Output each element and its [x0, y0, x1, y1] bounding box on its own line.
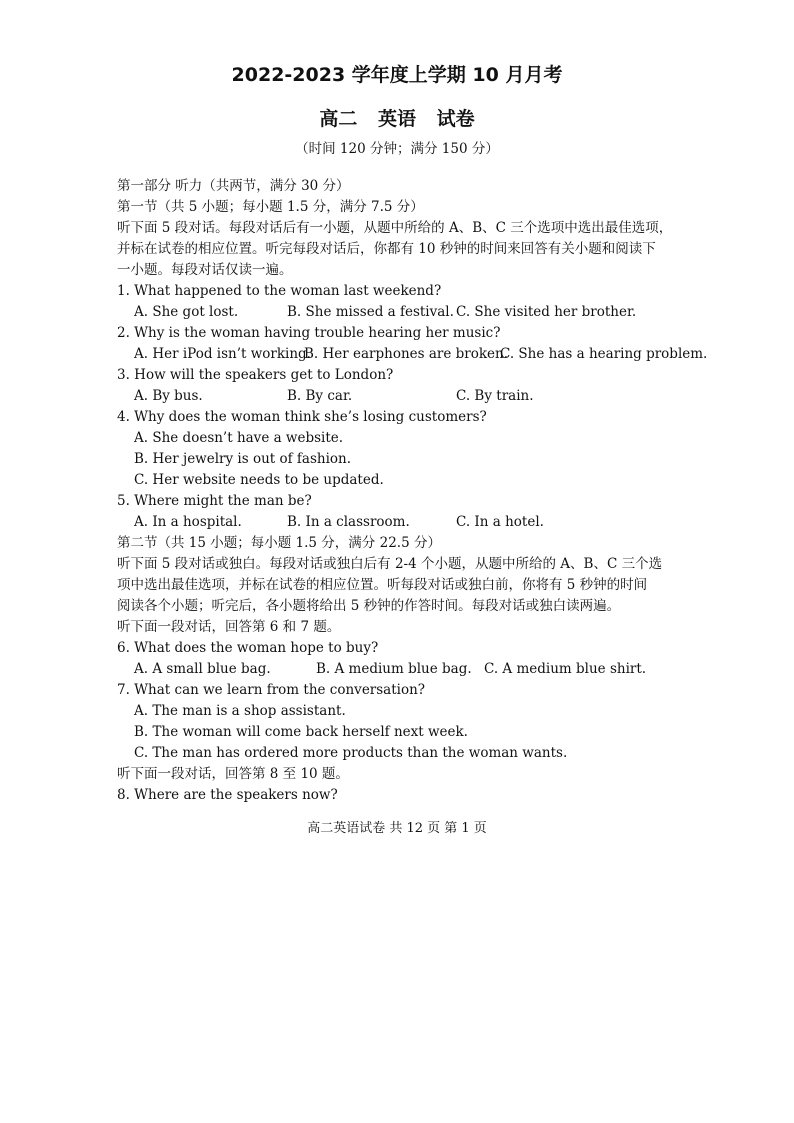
option-a[interactable]: A. In a hospital. [134, 514, 242, 530]
option-c[interactable]: C. In a hotel. [456, 514, 544, 530]
option-c[interactable]: C. Her website needs to be updated. [134, 472, 384, 488]
section2-heading: 第二节（共 15 小题；每小题 1.5 分，满分 22.5 分） [117, 535, 441, 551]
section2-instructions-line: 听下面 5 段对话或独白。每段对话或独白后有 2-4 个小题，从题中所给的 A、B、C 三个选 [117, 556, 663, 572]
section2-instructions-line: 项中选出最佳选项，并标在试卷的相应位置。听每段对话或独白前，你将有 5 秒钟的时间 [117, 577, 648, 593]
question-stem: 1. What happened to the woman last weekend? [117, 283, 442, 299]
option-b[interactable]: B. The woman will come back herself next week. [134, 724, 468, 740]
option-row [117, 302, 682, 323]
option-c[interactable]: C. By train. [456, 388, 534, 404]
page-footer: 高二英语试卷 共 12 页 第 1 页 [307, 821, 487, 836]
option-row [117, 386, 682, 407]
exam-time-info: （时间 120 分钟；满分 150 分） [295, 141, 499, 157]
option-b[interactable]: B. A medium blue bag. [316, 661, 472, 677]
question-stem: 2. Why is the woman having trouble hearing her music? [117, 325, 501, 341]
option-a[interactable]: A. She got lost. [134, 304, 239, 320]
exam-title: 2022-2023 学年度上学期 10 月月考 [231, 64, 563, 86]
dialogue-note: 听下面一段对话，回答第 8 至 10 题。 [117, 766, 349, 782]
exam-body [117, 176, 708, 806]
option-b[interactable]: B. By car. [287, 388, 353, 404]
option-a[interactable]: A. By bus. [134, 388, 203, 404]
question-stem: 7. What can we learn from the conversation? [117, 682, 426, 698]
section1-heading: 第一节（共 5 小题；每小题 1.5 分，满分 7.5 分） [117, 199, 424, 215]
question-stem: 8. Where are the speakers now? [117, 787, 338, 803]
option-row [117, 659, 682, 680]
option-b[interactable]: B. In a classroom. [287, 514, 410, 530]
question-stem: 5. Where might the man be? [117, 493, 312, 509]
option-c[interactable]: C. She has a hearing problem. [500, 346, 708, 362]
dialogue-note: 听下面一段对话，回答第 6 和 7 题。 [117, 619, 341, 635]
option-c[interactable]: C. A medium blue shirt. [484, 661, 647, 677]
question-stem: 6. What does the woman hope to buy? [117, 640, 379, 656]
option-b[interactable]: B. Her earphones are broken. [304, 346, 509, 362]
question-stem: 3. How will the speakers get to London? [117, 367, 394, 383]
option-a[interactable]: A. Her iPod isn’t working. [134, 346, 311, 362]
exam-subtitle: 高二 英语 试卷 [319, 108, 475, 130]
option-a[interactable]: A. The man is a shop assistant. [134, 703, 346, 719]
section2-instructions-line: 阅读各个小题；听完后，各小题将给出 5 秒钟的作答时间。每段对话或独白读两遍。 [117, 598, 621, 614]
part1-heading: 第一部分 听力（共两节，满分 30 分） [117, 178, 350, 194]
section1-instructions-line: 听下面 5 段对话。每段对话后有一小题，从题中所给的 A、B、C 三个选项中选出最佳选项， [117, 220, 673, 236]
option-row [117, 512, 682, 533]
section1-instructions-line: 一小题。每段对话仅读一遍。 [117, 262, 293, 278]
section1-instructions-line: 并标在试卷的相应位置。听完每段对话后，你都有 10 秒钟的时间来回答有关小题和阅读下 [117, 241, 656, 257]
option-row [117, 344, 708, 365]
option-c[interactable]: C. The man has ordered more products than the woman wants. [134, 745, 568, 761]
question-stem: 4. Why does the woman think she’s losing customers? [117, 409, 487, 425]
option-b[interactable]: B. Her jewelry is out of fashion. [134, 451, 352, 467]
option-a[interactable]: A. A small blue bag. [134, 661, 271, 677]
option-c[interactable]: C. She visited her brother. [456, 304, 637, 320]
option-a[interactable]: A. She doesn’t have a website. [134, 430, 344, 446]
option-b[interactable]: B. She missed a festival. [287, 304, 454, 320]
